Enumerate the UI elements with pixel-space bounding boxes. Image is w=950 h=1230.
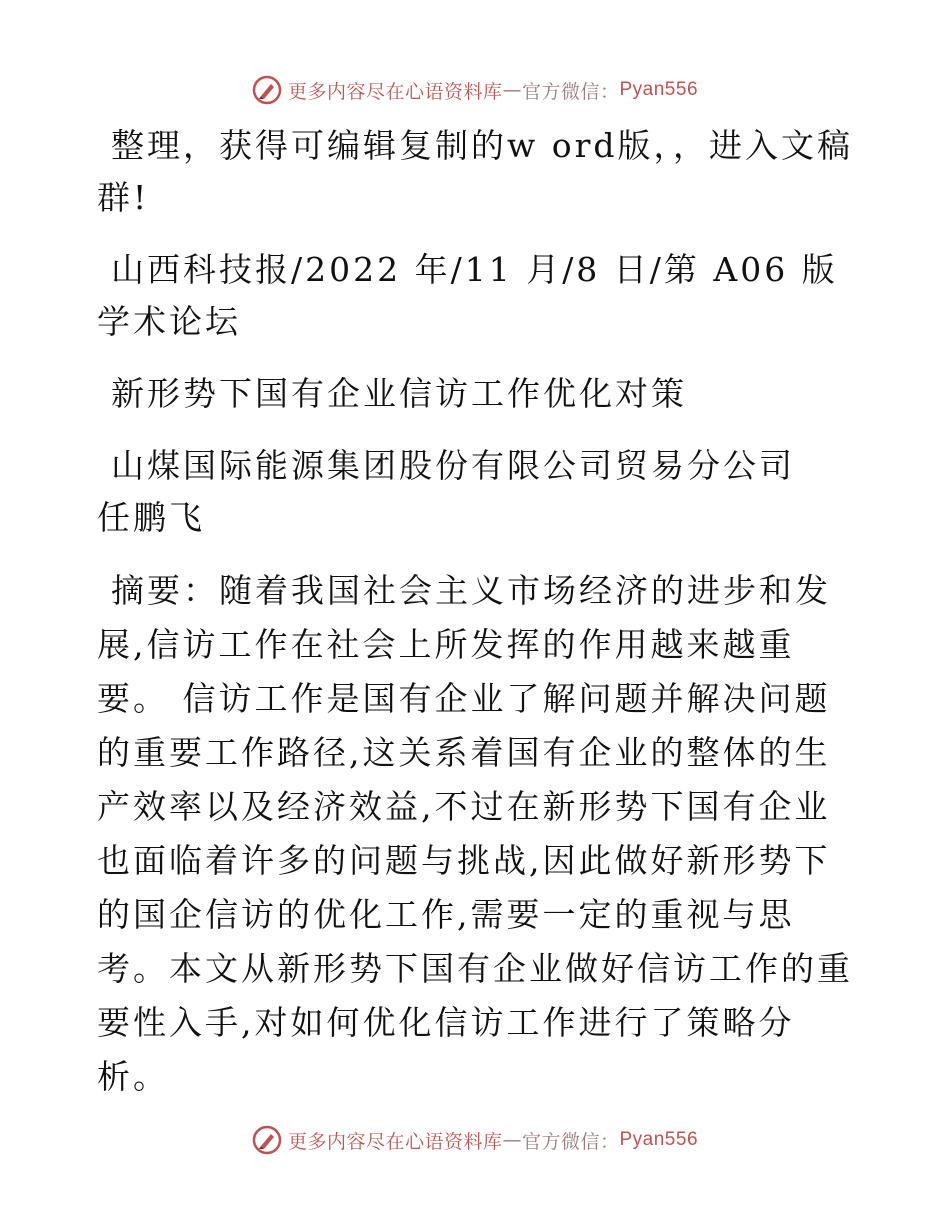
pen-logo-icon [252,75,282,105]
watermark-wechat-id: Pyan556 [619,79,699,100]
article-title: 新形势下国有企业信访工作优化对策 [111,374,687,413]
watermark-label: 官方微信： [521,1130,620,1153]
watermark-dash: — [502,1129,522,1151]
source-citation: 山西科技报/2022 年/11 月/8 日/第 A06 版学术论坛 [97,250,838,341]
watermark-main-text: 更多内容尽在心语资料库 [287,1130,503,1153]
watermark-wechat-id: Pyan556 [619,1129,699,1150]
footer-watermark [0,1120,950,1160]
watermark-dash: — [502,79,522,101]
abstract-paragraph: 摘要：随着我国社会主义市场经济的进步和发展,信访工作在社会上所发挥的作用越来越重要。 信访工作是国有企业了解问题并解决问题的重要工作路径,这关系着国有企业的整体的生产效率以及经济效益,不过在新形势下国有企业也面临着许多的问题与挑战,因此做好新形势下的国企信访的优化工作,需要一定的重视与思考。本文从新形势下国有企业做好信访工作的重要性入手,对如何优化信访工作进行了策略分析。 [97,571,853,1096]
watermark-main-text: 更多内容尽在心语资料库 [287,80,503,103]
intro-note: 整理，获得可编辑复制的w ord版，，进入文稿群! [97,126,854,217]
document-body [97,120,857,1104]
author-affiliation: 山煤国际能源集团股份有限公司贸易分公司 任鹏飞 [97,446,831,537]
watermark-label: 官方微信： [521,80,620,103]
pen-logo-icon [252,1125,282,1155]
header-watermark [0,70,950,110]
